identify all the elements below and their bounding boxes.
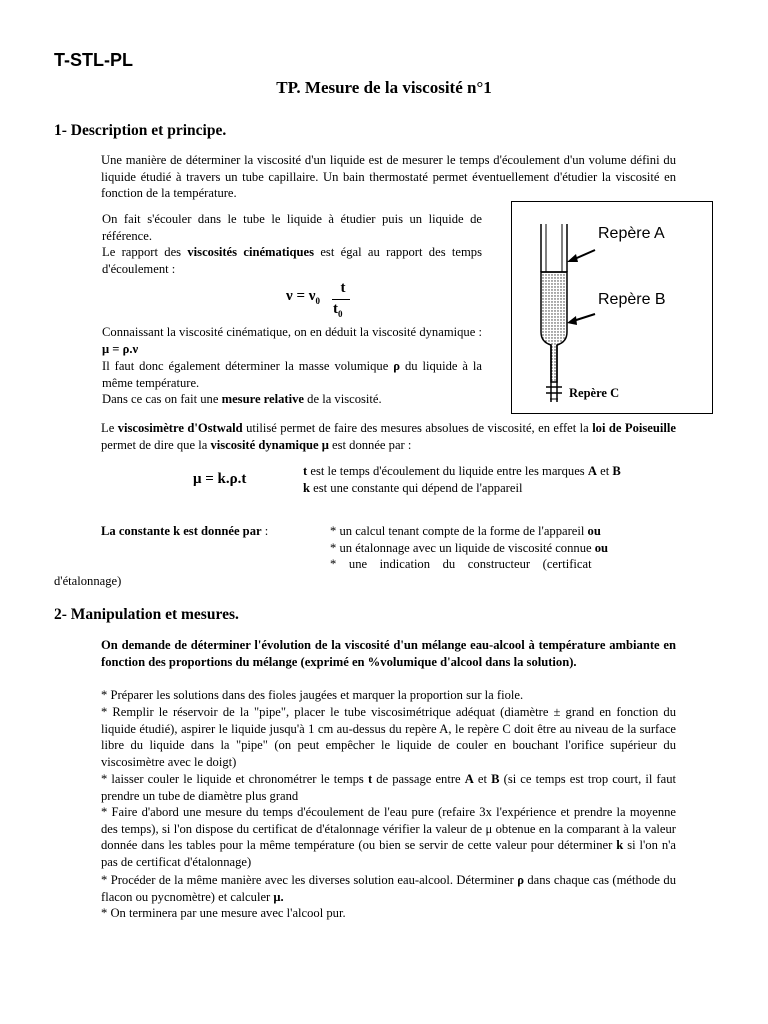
- section1-p2: Le rapport des viscosités cinématiques est égal au rapport des temps d'écoulement :: [102, 245, 482, 276]
- ostwald-paragraph: Le viscosimètre d'Ostwald utilisé permet de faire des mesures absolues de viscosité, en effet la loi de Poiseuille permet de dire que la viscosité dynamique μ est donnée par :: [101, 421, 676, 452]
- k-method-3: * une indication du constructeur (certificat: [330, 557, 592, 571]
- label-repere-a: Repère A: [598, 225, 665, 242]
- k-method-2: * un étalonnage avec un liquide de viscosité connue ou: [330, 541, 609, 555]
- formula-kinematic: $\nu = \nu_0$: [286, 288, 320, 306]
- header-code: T-STL-PL: [54, 50, 133, 70]
- t-definition: t est le temps d'écoulement du liquide entre les marques A et B: [303, 464, 621, 478]
- step-2: * Remplir le réservoir de la "pipe", placer le tube viscosimétrique adéquat (diamètre ± grand en fonction du liquide étudié), aspirer le liquide jusqu'à 1 cm au-dessus du repère A, le repère C doit être au niveau de la surface libre du liquide dans la "pipe" (on peut empêcher le liquide de couler en bouchant l'orifice supérieur du viscosimètre avec le doigt): [101, 705, 676, 769]
- section1-p3: Connaissant la viscosité cinématique, on en déduit la viscosité dynamique : μ = ρ.ν: [102, 325, 482, 356]
- section2-heading: 2- Manipulation et mesures.: [54, 606, 239, 623]
- formula-poiseuille: μ = k.ρ.t: [193, 471, 247, 487]
- step-5: * Procéder de la même manière avec les diverses solution eau-alcool. Déterminer ρ dans chaque cas (méthode du flacon ou pycnomètre) et calculer μ.: [101, 873, 676, 904]
- formula-numerator: t: [340, 280, 346, 296]
- section2-intro: On demande de déterminer l'évolution de la viscosité d'un mélange eau-alcool à température ambiante en fonction des proportions du mélange (exprimé en %volumique d'alcool dans la solution).: [101, 638, 676, 669]
- step-4: * Faire d'abord une mesure du temps d'écoulement de l'eau pure (refaire 3x l'expérience et prendre la moyenne des temps), si l'on dispose du certificat de d'étalonnage vérifier la valeur de μ obtenue en la comparant à la valeur donnée dans les tables pour la même température (ou bien se servir de cette valeur pour déterminer k si l'on n'a pas de certificat d'étalonnage): [101, 805, 676, 869]
- step-3: * laisser couler le liquide et chronométrer le temps t de passage entre A et B (si ce temps est trop court, il faut prendre un tube de diamètre plus grand: [101, 772, 677, 803]
- section1-intro: Une manière de déterminer la viscosité d'un liquide est de mesurer le temps d'écoulement d'un volume défini du liquide étudié à travers un tube capillaire. Un bain thermostaté permet éventuellement d'étudier la viscosité en fonction de la température.: [101, 153, 676, 200]
- section1-p1: On fait s'écouler dans le tube le liquide à étudier puis un liquide de référence.: [102, 212, 482, 243]
- page-title: TP. Mesure de la viscosité n°1: [276, 78, 492, 97]
- label-repere-c: Repère C: [569, 386, 620, 400]
- k-definition: k est une constante qui dépend de l'appareil: [303, 481, 523, 495]
- section1-heading: 1- Description et principe.: [54, 122, 227, 139]
- step-6: * On terminera par une mesure avec l'alcool pur.: [101, 906, 346, 920]
- formula-denominator: $t_0$: [333, 301, 343, 319]
- fraction-bar: [332, 299, 350, 300]
- label-repere-b: Repère B: [598, 291, 666, 308]
- k-given-label: La constante k est donnée par :: [101, 524, 269, 538]
- k-method-1: * un calcul tenant compte de la forme de l'appareil ou: [330, 524, 601, 538]
- step-1: * Préparer les solutions dans des fioles jaugées et marquer la proportion sur la fiole.: [101, 688, 524, 702]
- section1-p5: Dans ce cas on fait une mesure relative de la viscosité.: [102, 392, 382, 406]
- section1-p4: Il faut donc également déterminer la masse volumique ρ du liquide à la même température.: [102, 359, 483, 390]
- k-method-3-cont: d'étalonnage): [54, 574, 122, 588]
- viscometer-figure: [511, 201, 713, 414]
